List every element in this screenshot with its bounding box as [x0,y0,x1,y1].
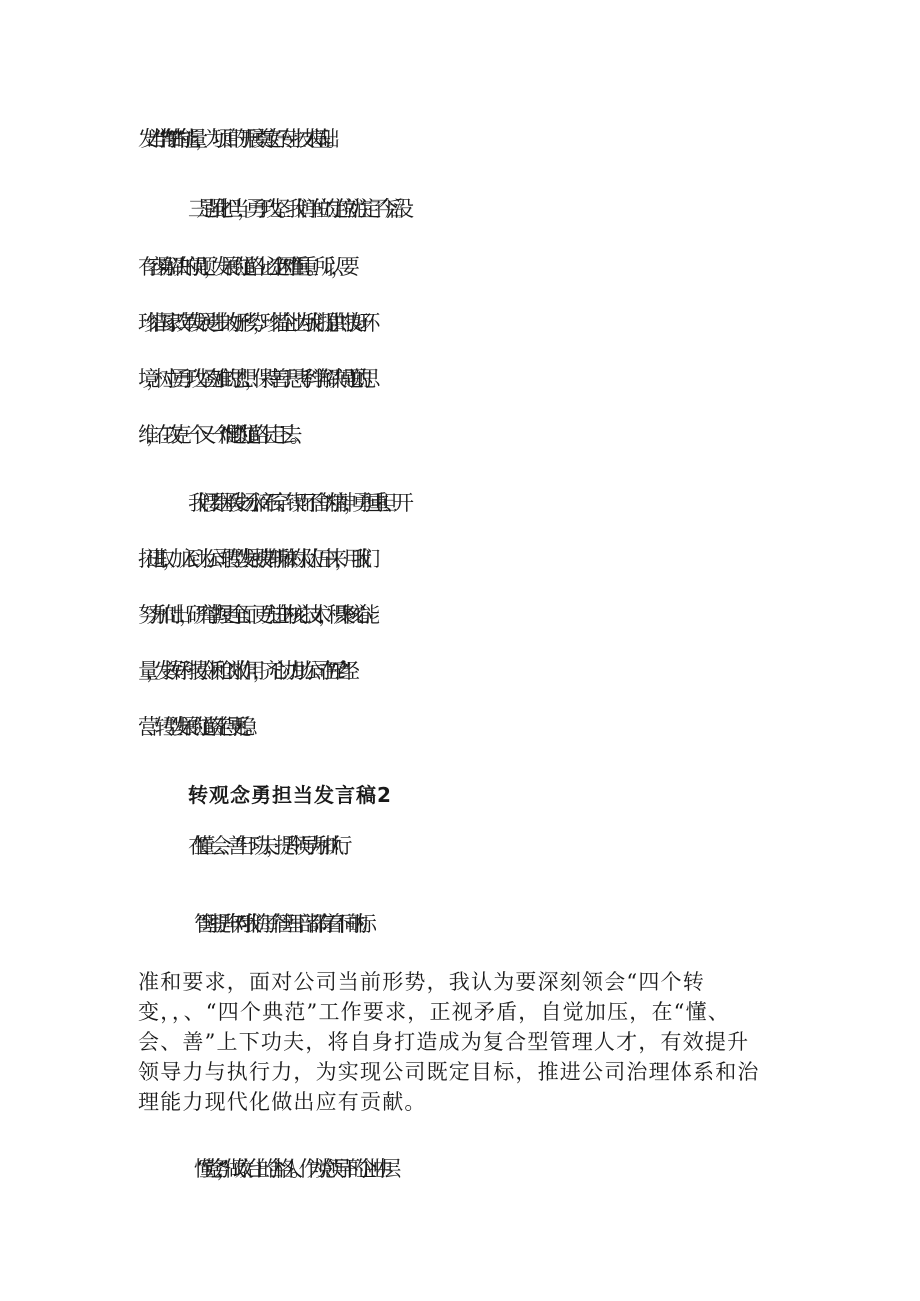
paragraph-line: 领导力与执行力，为实现公司既定目标，推进公司治理体系和治 [138,1060,760,1084]
paragraph-line: 发出“学”与“钻”的能量，为项目的开展奠定好专业技术基础。 [138,127,335,151]
paragraph-line: 理能力现代化做出应有贡献。 [138,1090,427,1114]
paragraph-line: 准和要求，面对公司当前形势，我认为要深刻领会“四个转 [138,970,705,994]
paragraph-line: 三是强化担当，勇于攻坚。我们单位的定位就注定了今后没 [188,197,402,221]
paragraph-line: 维，在攻克一个又一个“难题”的道路上走下去。 [138,423,298,447]
paragraph-line: 有容易解决的问题，发展的道路上必定“困难”重重。所以，要 [138,255,348,279]
paragraph-line: “管理提升年”对我们每个管理干部都有着不同的标 [196,912,365,936]
paragraph-line: 拓进取，加入到为公司转型发展披荆斩棘的大队伍中来，用我们 [138,547,368,571]
paragraph-line: 我们要继承发扬水滴石穿、锲而不舍的精神，勇担重担、开 [188,491,402,515]
paragraph-line: 珍惜国家改革发展进步的好形势，珍惜企业为我们提供的良好环 [138,311,368,335]
paragraph-line: 境，树立勇于攻坚克难的思想，保持善于思考科学解决问题的思 [138,367,368,391]
paragraph-line: 变，，、“四个典范”工作要求，正视矛盾，自觉加压，在“懂、 [138,1000,731,1024]
subtitle-line: 在“懂、会、善”上下功夫，提升领导力和执行 [188,834,340,858]
paragraph-line: 营、转型发展的道路走得更稳。 [138,715,253,739]
paragraph-line: 会、善”上下功夫，将自身打造成为复合型管理人才，有效提升 [138,1030,750,1054]
section-heading: 转观念勇担当发言稿2 [188,783,392,807]
paragraph-line: 努力和付出，研究掌握更全面、更先进的核心技术，积聚核心能 [138,603,368,627]
paragraph-line: “懂党务”，做政治上的合格人。作为党领导下的企业中层 [196,1157,389,1181]
paragraph-line: 量，发挥好科技引领和创效作用，齐心协力助公司在“五自”经 [138,659,348,683]
